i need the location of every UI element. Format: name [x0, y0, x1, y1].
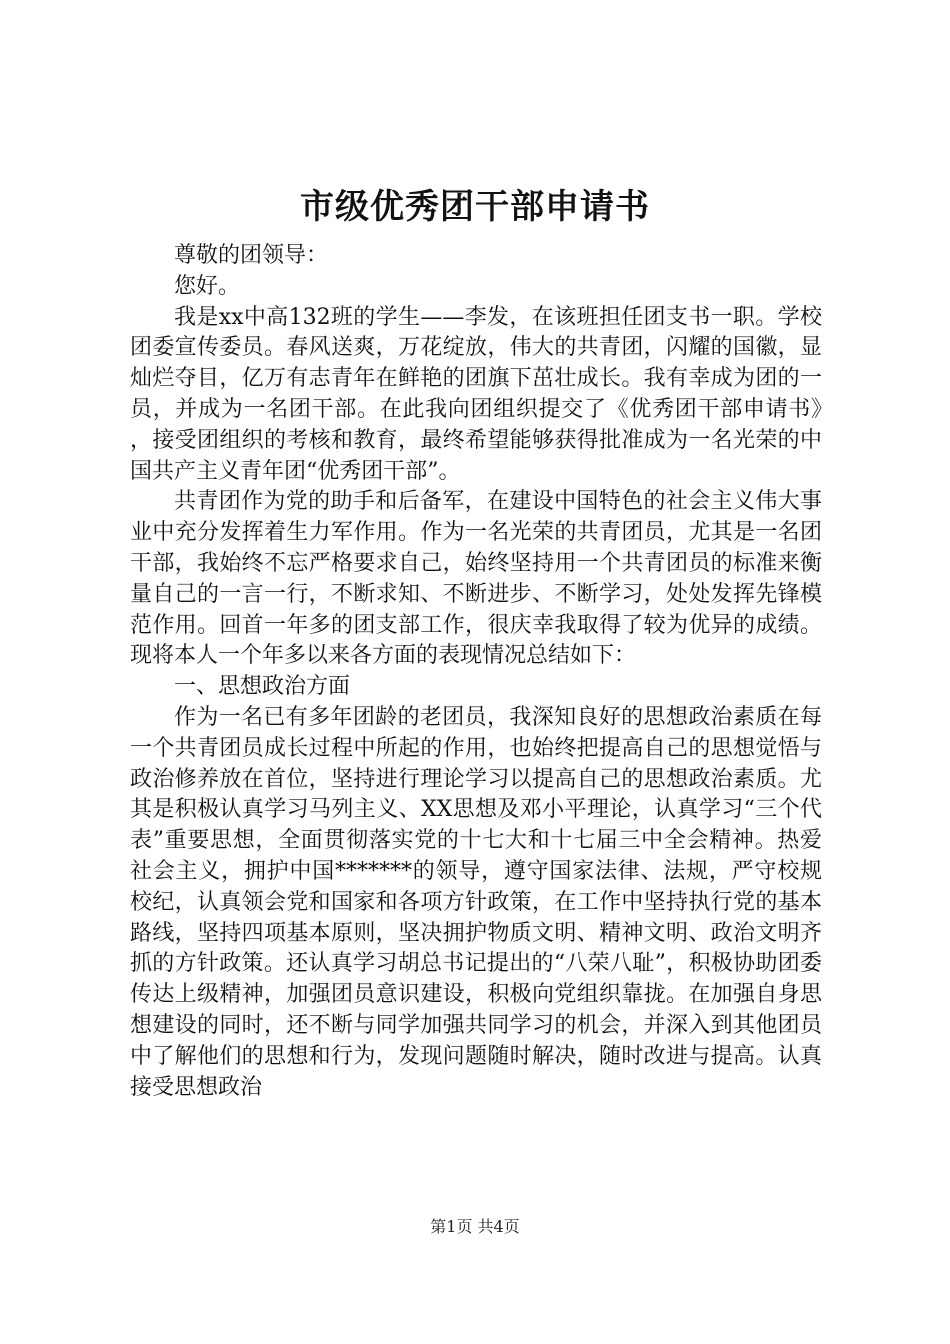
section-heading: 一、思想政治方面: [174, 674, 351, 700]
page-number: 第1页 共4页: [430, 1217, 520, 1236]
greeting: 您好。: [174, 273, 241, 299]
document-title: 市级优秀团干部申请书: [300, 187, 650, 227]
body-paragraph: 我是xx中高132班的学生——李发，在该班担任团支书一职。学校团委宣传委员。春风送爽，万花绽放，伟大的共青团，闪耀的国徽，显灿烂夺目，亿万有志青年在鲜艳的团旗下茁壮成长。我有幸成为团的一员，并成为一名团干部。在此我向团组织提交了《优秀团干部申请书》，接受团组织的考核和教育，最终希望能够获得批准成为一名光荣的中国共产主义青年团“优秀团干部”。: [130, 304, 822, 484]
body-paragraph: 共青团作为党的助手和后备军，在建设中国特色的社会主义伟大事业中充分发挥着生力军作用。作为一名光荣的共青团员，尤其是一名团干部，我始终不忘严格要求自己，始终坚持用一个共青团员的标准来衡量自己的一言一行，不断求知、不断进步、不断学习，处处发挥先锋模范作用。回首一年多的团支部工作，很庆幸我取得了较为优异的成绩。现将本人一个年多以来各方面的表现情况总结如下：: [130, 489, 822, 669]
document-body: [130, 241, 822, 1103]
body-paragraph: 作为一名已有多年团龄的老团员，我深知良好的思想政治素质在每一个共青团员成长过程中所起的作用，也始终把提高自己的思想觉悟与政治修养放在首位，坚持进行理论学习以提高自己的思想政治素质。尤其是积极认真学习马列主义、XX思想及邓小平理论，认真学习“三个代表”重要思想，全面贯彻落实党的十七大和十七届三中全会精神。热爱社会主义，拥护中国*******的领导，遵守国家法律、法规，严守校规校纪，认真领会党和国家和各项方针政策，在工作中坚持执行党的基本路线，坚持四项基本原则，坚决拥护物质文明、精神文明、政治文明齐抓的方针政策。还认真学习胡总书记提出的“八荣八耻”，积极协助团委传达上级精神，加强团员意识建设，积极向党组织靠拢。在加强自身思想建设的同时，还不断与同学加强共同学习的机会，并深入到其他团员中了解他们的思想和行为，发现问题随时解决，随时改进与提高。认真接受思想政治: [130, 704, 822, 1100]
salutation: 尊敬的团领导：: [174, 243, 329, 268]
